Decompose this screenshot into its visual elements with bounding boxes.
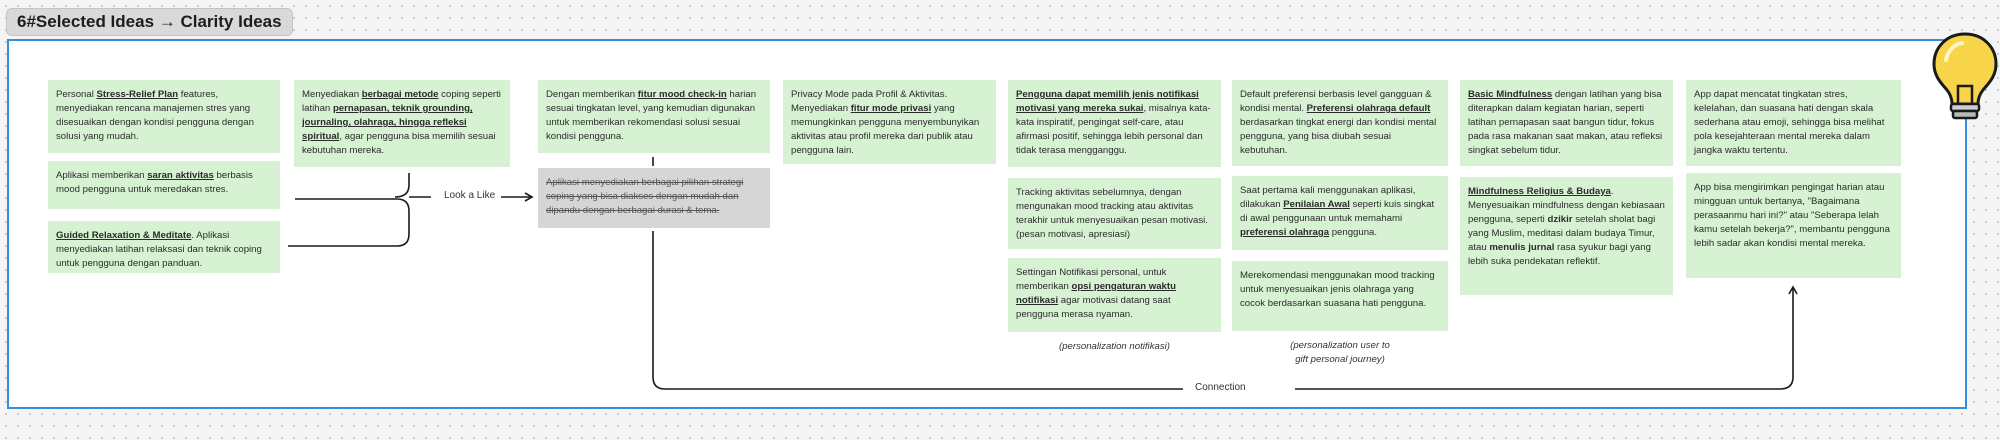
- sticky-note-discarded[interactable]: Aplikasi menyediakan berbagai pilihan strategi coping yang bisa diakses dengan mudah dan dipandu dengan berbagai durasi & tema.: [538, 168, 770, 228]
- connection-label: Connection: [1192, 382, 1249, 393]
- look-a-like-label: Look a Like: [441, 190, 498, 201]
- sticky-note[interactable]: Merekomendasi menggunakan mood tracking untuk menyesuaikan jenis olahraga yang cocok berdasarkan suasana hati pengguna.: [1232, 261, 1448, 331]
- sticky-note[interactable]: App dapat mencatat tingkatan stres, kelelahan, dan suasana hati dengan skala sederhana atau emoji, sehingga bisa melihat pola kesejahteraan mental mereka dalam jangka waktu tertentu.: [1686, 80, 1901, 166]
- sticky-note[interactable]: Mindfulness Religius & Budaya. Menyesuaikan mindfulness dengan kebiasaan pengguna, seperti dzikir setelah sholat bagi yang Muslim, meditasi dalam budaya Timur, atau menulis jurnal rasa syukur bagi yang lebih suka pendekatan reflektif.: [1460, 177, 1673, 295]
- sticky-note[interactable]: Settingan Notifikasi personal, untuk memberikan opsi pengaturan waktu notifikasi agar motivasi datang saat pengguna merasa nyaman.: [1008, 258, 1221, 332]
- bracket-connector: [288, 199, 409, 246]
- sticky-note[interactable]: Menyediakan berbagai metode coping seperti latihan pernapasan, teknik grounding, journaling, olahraga, hingga refleksi spiritual, agar pengguna bisa memilih sesuai kebutuhan mereka.: [294, 80, 510, 167]
- sticky-note[interactable]: Dengan memberikan fitur mood check-in harian sesuai tingkatan level, yang kemudian digunakan untuk memberikan rekomendasi solusi sesuai kondisi pengguna.: [538, 80, 770, 153]
- sticky-note[interactable]: Guided Relaxation & Meditate. Aplikasi menyediakan latihan relaksasi dan teknik coping untuk pengguna dengan panduan.: [48, 221, 280, 273]
- sticky-note[interactable]: Tracking aktivitas sebelumnya, dengan mengunakan mood tracking atau aktivitas terakhir untuk menyesuaikan pesan motivasi. (pesan motivasi, apresiasi): [1008, 178, 1221, 249]
- sticky-note[interactable]: Personal Stress-Relief Plan features, menyediakan rencana manajemen stres yang disesuaikan dengan kondisi pengguna dengan solusi yang mudah.: [48, 80, 280, 153]
- group-caption: (personalization notifikasi): [1059, 341, 1170, 352]
- sticky-note[interactable]: Saat pertama kali menggunakan aplikasi, dilakukan Penilaian Awal seperti kuis singkat di awal penggunaan untuk memahami preferensi olahraga pengguna.: [1232, 176, 1448, 250]
- sticky-note[interactable]: Privacy Mode pada Profil & Aktivitas. Menyediakan fitur mode privasi yang memungkinkan pengguna menyembunyikan aktivitas atau profil mereka dari publik atau pengguna lain.: [783, 80, 996, 164]
- sticky-note[interactable]: Aplikasi memberikan saran aktivitas berbasis mood pengguna untuk meredakan stres.: [48, 161, 280, 209]
- sticky-note[interactable]: App bisa mengirimkan pengingat harian atau mingguan untuk bertanya, "Bagaimana perasaanmu hari ini?" atau "Seberapa lelah kamu setelah bekerja?", membantu pengguna lebih sadar akan kondisi mental mereka.: [1686, 173, 1901, 278]
- bracket-connector: [395, 173, 409, 197]
- group-caption: (personalization user to gift personal journey): [1290, 340, 1390, 365]
- sticky-note[interactable]: Basic Mindfulness dengan latihan yang bisa diterapkan dalam kegiatan harian, seperti latihan pernapasan saat bangun tidur, fokus pada rasa makanan saat makan, atau refleksi singkat sebelum tidur.: [1460, 80, 1673, 166]
- sticky-note[interactable]: Pengguna dapat memilih jenis notifikasi motivasi yang mereka sukai, misalnya kata-kata inspiratif, pengingat self-care, atau afirmasi positif, sehingga lebih personal dan tidak terasa mengganggu.: [1008, 80, 1221, 167]
- sticky-note[interactable]: Default preferensi berbasis level gangguan & kondisi mental. Preferensi olahraga default berdasarkan tingkat energi dan kondisi mental pengguna, yang bisa diubah sesuai kebutuhan.: [1232, 80, 1448, 166]
- lightbulb-icon: [1930, 30, 2000, 125]
- section-title: 6#Selected Ideas → Clarity Ideas: [6, 8, 293, 36]
